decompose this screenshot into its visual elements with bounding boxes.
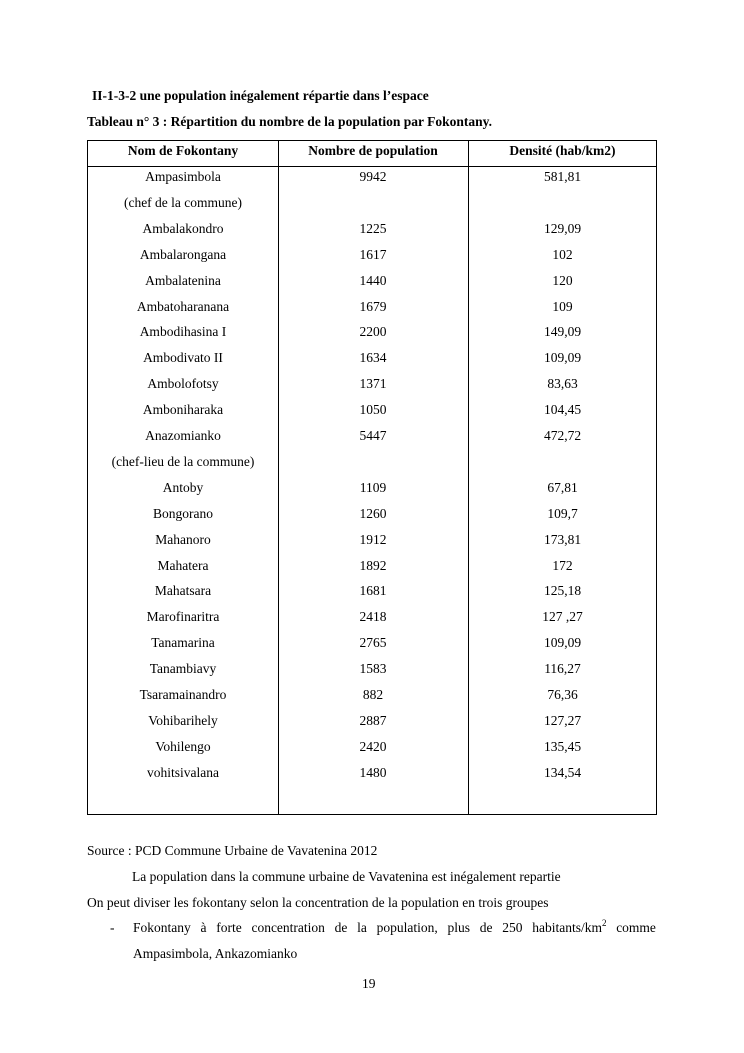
cell-fokontany: Ambodivato II	[143, 350, 223, 366]
cell-density: 83,63	[547, 376, 578, 392]
cell-fokontany: Mahatera	[157, 557, 209, 573]
cell-population: 1260	[359, 505, 387, 521]
cell-fokontany: Ambalatenina	[145, 272, 221, 288]
cell-fokontany: Mahanoro	[155, 531, 211, 547]
header-density: Densité (hab/km2)	[509, 143, 616, 158]
cell-density: 149,09	[543, 324, 582, 340]
cell-density: 173,81	[543, 531, 582, 547]
cell-fokontany: Mahatsara	[154, 583, 212, 599]
cell-fokontany: Bongorano	[153, 505, 213, 521]
cell-population: 2200	[359, 324, 387, 340]
cell-density: 134,54	[543, 764, 582, 780]
cell-fokontany: Antoby	[162, 479, 204, 495]
bullet-word: comme	[616, 920, 656, 935]
cell-density: 116,27	[544, 661, 581, 677]
cell-density: 581,81	[543, 169, 582, 184]
bullet-text	[133, 920, 656, 936]
bullet-word: à	[200, 920, 207, 935]
cell-population: 1440	[359, 272, 387, 288]
cell-fokontany: vohitsivalana	[147, 764, 219, 780]
bullet-word: la	[357, 920, 367, 935]
cell-population: 9942	[359, 169, 387, 184]
cell-population: 1634	[359, 350, 387, 366]
table-caption: Tableau n° 3 : Répartition du nombre de la population par Fokontany.	[87, 114, 492, 129]
superscript: 2	[601, 918, 607, 928]
cell-fokontany: Anazomianko	[145, 428, 221, 443]
cell-population: 1583	[359, 661, 387, 677]
cell-population: 1892	[359, 557, 387, 573]
cell-fokontany: Vohibarihely	[148, 712, 218, 728]
bullet-word: forte	[216, 920, 242, 935]
bullet-text-continued: Ampasimbola, Ankazomianko	[133, 946, 298, 961]
cell-fokontany: Tanambiavy	[149, 661, 217, 677]
cell-population: 1617	[359, 246, 387, 262]
cell-fokontany: Ambolofotsy	[147, 376, 219, 392]
cell-fokontany: Vohilengo	[155, 738, 211, 754]
cell-density: 127 ,27	[542, 609, 583, 625]
cell-fokontany: (chef-lieu de la commune)	[111, 453, 255, 469]
population-table	[87, 140, 657, 815]
bullet-word: 250	[502, 920, 523, 935]
cell-density: 135,45	[543, 738, 582, 754]
cell-population: 2765	[359, 635, 387, 651]
bullet-word: habitants/$km^2$	[532, 918, 607, 935]
cell-population: 1225	[359, 220, 387, 236]
cell-density: 127,27	[543, 712, 582, 728]
header-population: Nombre de population	[308, 143, 438, 158]
cell-fokontany: Amboniharaka	[142, 402, 224, 418]
cell-fokontany: Tsaramainandro	[139, 687, 227, 702]
cell-fokontany: Ambatoharanana	[136, 298, 230, 314]
header-divider	[88, 166, 656, 167]
bullet-word: de	[334, 920, 348, 935]
paragraph: On peut diviser les fokontany selon la concentration de la population en trois groupes	[87, 895, 549, 910]
cell-fokontany: Marofinaritra	[146, 609, 220, 625]
cell-population: 1681	[359, 583, 387, 599]
cell-population: 882	[362, 687, 384, 702]
cell-fokontany: Ambodihasina I	[139, 324, 227, 340]
bullet-word: de	[479, 920, 493, 935]
cell-population: 2887	[359, 712, 387, 728]
paragraph: La population dans la commune urbaine de Vavatenina est inégalement repartie	[132, 869, 561, 884]
cell-density: 129,09	[543, 220, 582, 236]
cell-fokontany: (chef de la commune)	[123, 194, 243, 210]
cell-population: 1480	[359, 764, 387, 780]
cell-density: 102	[552, 246, 573, 262]
page-number: 19	[362, 976, 376, 991]
cell-population: 1371	[359, 376, 387, 392]
cell-population: 1679	[359, 298, 387, 314]
cell-fokontany: Ambalakondro	[142, 220, 224, 236]
cell-density: 109,09	[543, 635, 582, 651]
cell-population: 1912	[359, 531, 387, 547]
source-note: Source : PCD Commune Urbaine de Vavatenina 2012	[87, 843, 378, 858]
cell-density: 109	[552, 298, 573, 314]
cell-density: 109,09	[543, 350, 582, 366]
cell-density: 172	[552, 557, 573, 573]
cell-population: 1109	[359, 479, 387, 495]
cell-density: 120	[552, 272, 573, 288]
cell-density: 104,45	[543, 402, 582, 418]
cell-density: 109,7	[547, 505, 578, 521]
bullet-word: concentration	[251, 920, 325, 935]
bullet-word: Fokontany	[133, 920, 191, 935]
cell-population: 5447	[359, 428, 387, 443]
cell-density: 472,72	[543, 428, 582, 443]
cell-density: 125,18	[543, 583, 582, 599]
cell-density: 76,36	[547, 687, 578, 702]
cell-fokontany: Tanamarina	[151, 635, 215, 651]
cell-fokontany: Ambalarongana	[139, 246, 227, 262]
bullet-dash: -	[110, 920, 115, 935]
cell-fokontany: Ampasimbola	[145, 169, 221, 184]
bullet-word: plus	[447, 920, 470, 935]
header-fokontany: Nom de Fokontany	[127, 143, 239, 158]
section-heading: II-1-3-2 une population inégalement répartie dans l’espace	[92, 88, 429, 103]
cell-population: 2420	[359, 738, 387, 754]
cell-density: 67,81	[547, 479, 578, 495]
bullet-word: population,	[376, 920, 438, 935]
cell-population: 2418	[359, 609, 387, 625]
cell-population: 1050	[359, 402, 387, 418]
